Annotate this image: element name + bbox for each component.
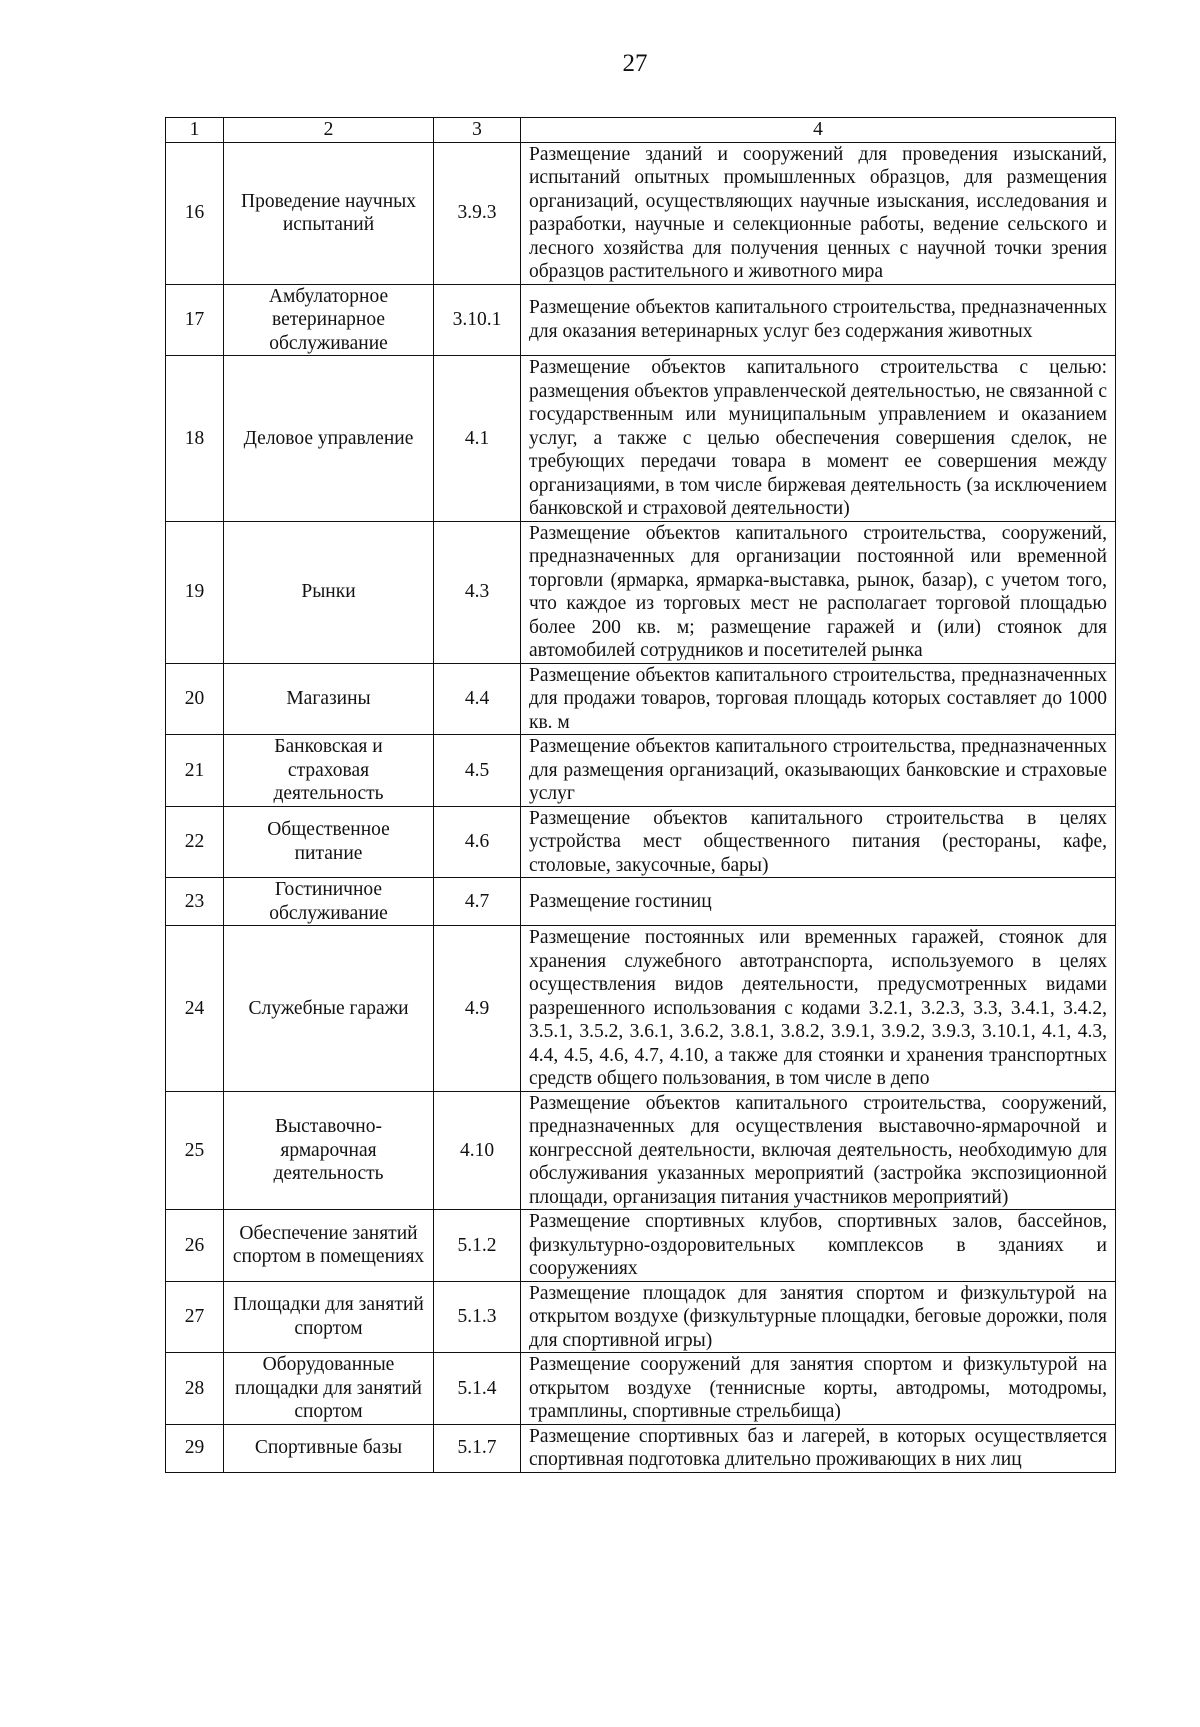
land-use-code: 4.3	[434, 521, 521, 663]
table-row	[166, 1424, 1116, 1472]
column-header-4: 4	[521, 118, 1116, 143]
land-use-name: Гостиничное обслуживание	[224, 878, 434, 926]
column-header-3: 3	[434, 118, 521, 143]
table-row	[166, 356, 1116, 522]
row-number: 26	[166, 1210, 224, 1282]
land-use-table	[165, 117, 1116, 1473]
land-use-name: Проведение научных испытаний	[224, 142, 434, 284]
land-use-description: Размещение спортивных баз и лагерей, в которых осуществляется спортивная подготовка длительно проживающих в них лиц	[521, 1424, 1116, 1472]
table-row	[166, 1353, 1116, 1425]
table-row	[166, 1091, 1116, 1210]
land-use-code: 4.1	[434, 356, 521, 522]
land-use-name: Обеспечение занятий спортом в помещениях	[224, 1210, 434, 1282]
land-use-description: Размещение постоянных или временных гаражей, стоянок для хранения служебного автотранспорта, используемого в целях осуществления видов деятельности, предусмотренных видами разрешенного использования с кодами 3.2.1, 3.2.3, 3.3, 3.4.1, 3.4.2, 3.5.1, 3.5.2, 3.6.1, 3.6.2, 3.8.1, 3.8.2, 3.9.1, 3.9.2, 3.9.3, 3.10.1, 4.1, 4.3, 4.4, 4.5, 4.6, 4.7, 4.10, а также для стоянки и хранения транспортных средств общего пользования, в том числе в депо	[521, 926, 1116, 1092]
land-use-description: Размещение объектов капитального строительства, сооружений, предназначенных для организации постоянной или временной торговли (ярмарка, ярмарка-выставка, рынок, базар), с учетом того, что каждое из торговых мест не располагает торговой площадью более 200 кв. м; размещение гаражей и (или) стоянок для автомобилей сотрудников и посетителей рынка	[521, 521, 1116, 663]
land-use-code: 4.5	[434, 735, 521, 807]
land-use-name: Амбулаторное ветеринарное обслуживание	[224, 284, 434, 356]
table-row	[166, 926, 1116, 1092]
land-use-name: Магазины	[224, 663, 434, 735]
land-use-code: 3.10.1	[434, 284, 521, 356]
row-number: 21	[166, 735, 224, 807]
land-use-description: Размещение сооружений для занятия спортом и физкультурой на открытом воздухе (теннисные корты, автодромы, мотодромы, трамплины, спортивные стрельбища)	[521, 1353, 1116, 1425]
land-use-name: Общественное питание	[224, 806, 434, 878]
land-use-description: Размещение спортивных клубов, спортивных залов, бассейнов, физкультурно-оздоровительных комплексов в зданиях и сооружениях	[521, 1210, 1116, 1282]
land-use-code: 4.7	[434, 878, 521, 926]
page-number: 27	[622, 50, 648, 77]
table-row	[166, 284, 1116, 356]
table-row	[166, 1281, 1116, 1353]
land-use-code: 5.1.4	[434, 1353, 521, 1425]
table-row	[166, 521, 1116, 663]
land-use-code: 4.10	[434, 1091, 521, 1210]
row-number: 18	[166, 356, 224, 522]
land-use-description: Размещение объектов капитального строительства с целью: размещения объектов управленческой деятельностью, не связанной с государственным или муниципальным управлением и оказанием услуг, а также с целью обеспечения совершения сделок, не требующих передачи товара в момент ее совершения между организациями, в том числе биржевая деятельность (за исключением банковской и страховой деятельности)	[521, 356, 1116, 522]
land-use-description: Размещение объектов капитального строительства, предназначенных для продажи товаров, торговая площадь которых составляет до 1000 кв. м	[521, 663, 1116, 735]
row-number: 24	[166, 926, 224, 1092]
land-use-description: Размещение объектов капитального строительства, сооружений, предназначенных для осуществления выставочно-ярмарочной и конгрессной деятельности, включая деятельность, необходимую для обслуживания указанных мероприятий (застройка экспозиционной площади, организация питания участников мероприятий)	[521, 1091, 1116, 1210]
row-number: 28	[166, 1353, 224, 1425]
land-use-description: Размещение объектов капитального строительства, предназначенных для размещения организаций, оказывающих банковские и страховые услуг	[521, 735, 1116, 807]
land-use-description: Размещение зданий и сооружений для проведения изысканий, испытаний опытных промышленных образцов, для размещения организаций, осуществляющих научные изыскания, исследования и разработки, научные и селекционные работы, ведение сельского и лесного хозяйства для получения ценных с научной точки зрения образцов растительного и животного мира	[521, 142, 1116, 284]
land-use-code: 4.6	[434, 806, 521, 878]
land-use-name: Деловое управление	[224, 356, 434, 522]
land-use-name: Оборудованные площадки для занятий спортом	[224, 1353, 434, 1425]
land-use-description: Размещение объектов капитального строительства, предназначенных для оказания ветеринарных услуг без содержания животных	[521, 284, 1116, 356]
row-number: 25	[166, 1091, 224, 1210]
land-use-code: 3.9.3	[434, 142, 521, 284]
land-use-name: Служебные гаражи	[224, 926, 434, 1092]
land-use-code: 5.1.7	[434, 1424, 521, 1472]
land-use-name: Выставочно-ярмарочная деятельность	[224, 1091, 434, 1210]
row-number: 19	[166, 521, 224, 663]
row-number: 23	[166, 878, 224, 926]
land-use-code: 5.1.3	[434, 1281, 521, 1353]
land-use-name: Площадки для занятий спортом	[224, 1281, 434, 1353]
table-row	[166, 663, 1116, 735]
land-use-name: Рынки	[224, 521, 434, 663]
row-number: 22	[166, 806, 224, 878]
row-number: 20	[166, 663, 224, 735]
column-header-2: 2	[224, 118, 434, 143]
table-row	[166, 142, 1116, 284]
land-use-code: 5.1.2	[434, 1210, 521, 1282]
table-row	[166, 878, 1116, 926]
land-use-description: Размещение гостиниц	[521, 878, 1116, 926]
land-use-code: 4.4	[434, 663, 521, 735]
row-number: 16	[166, 142, 224, 284]
column-header-1: 1	[166, 118, 224, 143]
land-use-code: 4.9	[434, 926, 521, 1092]
land-use-name: Банковская и страховая деятельность	[224, 735, 434, 807]
table-header-row	[166, 118, 1116, 143]
land-use-description: Размещение площадок для занятия спортом и физкультурой на открытом воздухе (физкультурные площадки, беговые дорожки, поля для спортивной игры)	[521, 1281, 1116, 1353]
table-row	[166, 735, 1116, 807]
table-row	[166, 1210, 1116, 1282]
table-row	[166, 806, 1116, 878]
row-number: 17	[166, 284, 224, 356]
row-number: 29	[166, 1424, 224, 1472]
land-use-name: Спортивные базы	[224, 1424, 434, 1472]
land-use-description: Размещение объектов капитального строительства в целях устройства мест общественного питания (рестораны, кафе, столовые, закусочные, бары)	[521, 806, 1116, 878]
row-number: 27	[166, 1281, 224, 1353]
